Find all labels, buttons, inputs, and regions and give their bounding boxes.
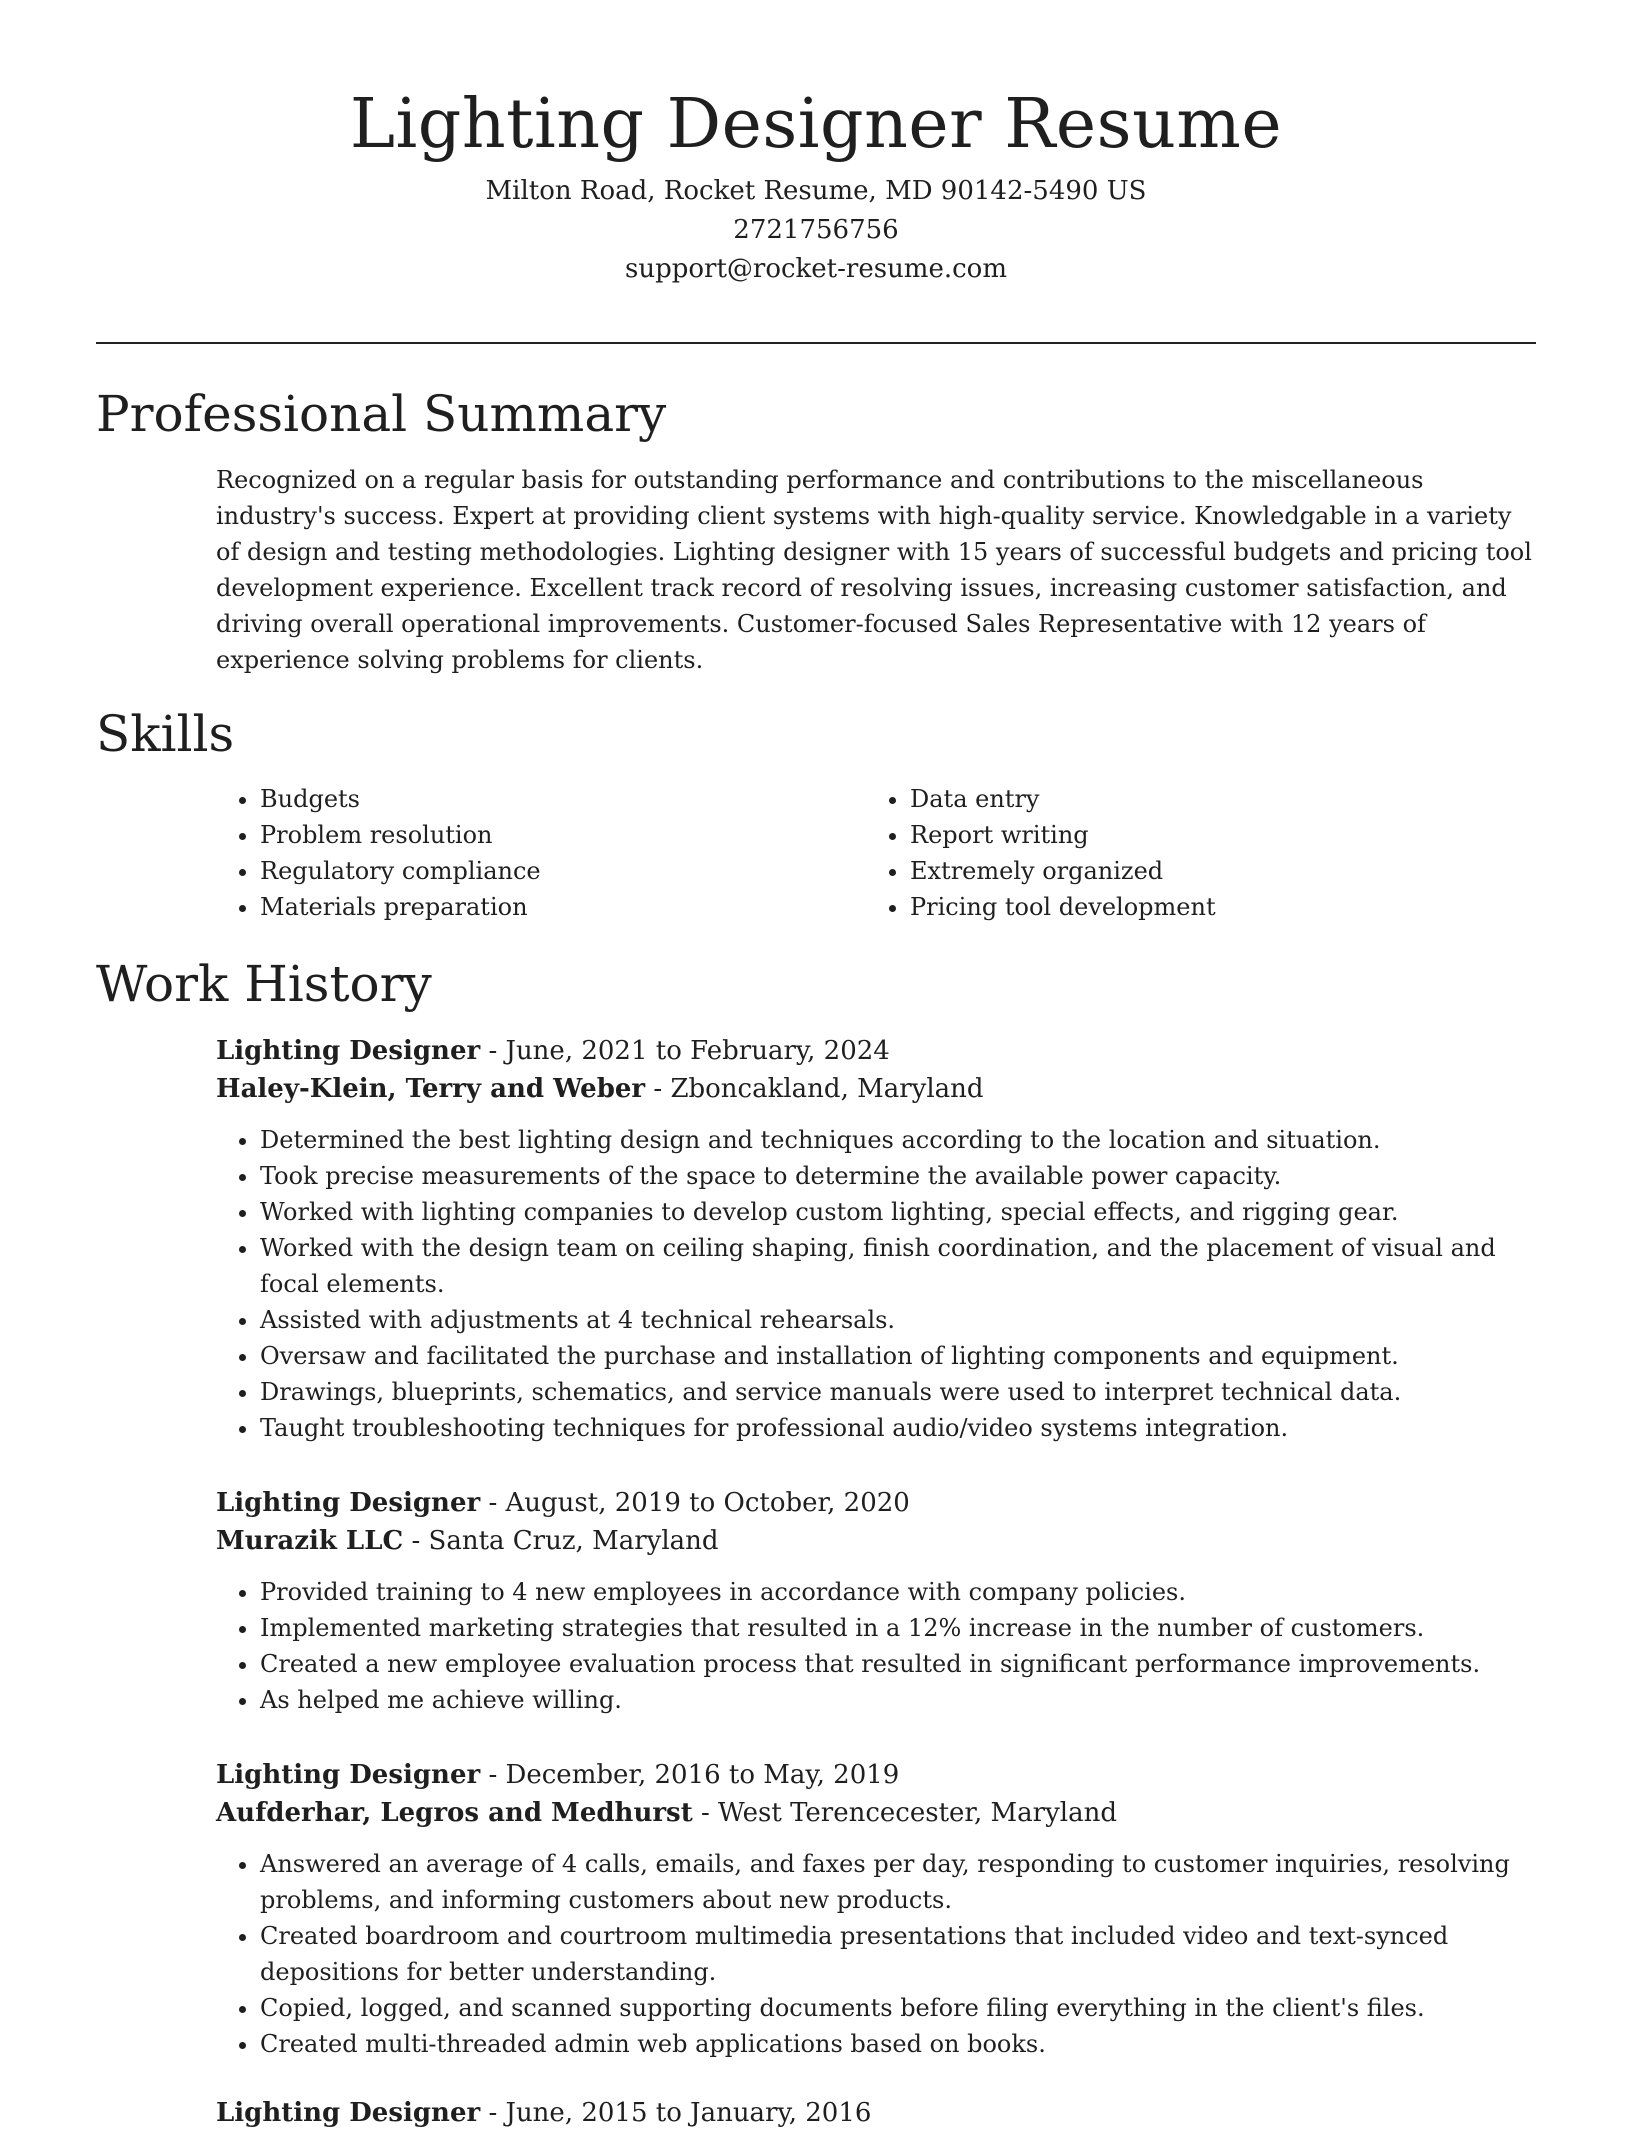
skill-item: • Materials preparation <box>260 889 816 925</box>
skills-list-left <box>216 781 816 925</box>
job-bullet: • Took precise measurements of the space to determine the available power capacity. <box>260 1158 1536 1194</box>
job-dates: - December, 2016 to May, 2019 <box>480 1760 900 1790</box>
resume-header <box>96 80 1536 289</box>
summary-heading: Professional Summary <box>96 385 667 443</box>
job-dates: - June, 2015 to January, 2016 <box>480 2098 872 2128</box>
summary-text: Recognized on a regular basis for outstanding performance and contributions to the miscellaneous industry's success. Expert at providing client systems with high-quality service. Knowledgable in a variety of design and testing methodologies. Lighting designer with 15 years of successful budgets and pricing tool development experience. Excellent track record of resolving issues, increasing customer satisfaction, and driving overall operational improvements. Customer-focused Sales Representative with 12 years of experience solving problems for clients. <box>216 466 1532 674</box>
job-bullets <box>216 1122 1536 1446</box>
job-company: Aufderhar, Legros and Medhurst <box>216 1798 693 1828</box>
job-bullet: • Drawings, blueprints, schematics, and service manuals were used to interpret technical data. <box>260 1374 1536 1410</box>
job-bullet: • Created multi-threaded admin web applications based on books. <box>260 2026 1536 2062</box>
job-bullet: • As helped me achieve willing. <box>260 1682 1536 1718</box>
job-entry <box>216 1032 1536 1446</box>
skill-item: • Regulatory compliance <box>260 853 816 889</box>
job-title-line <box>216 2094 1536 2132</box>
contact-email[interactable]: support@rocket-resume.com <box>624 254 1007 284</box>
job-bullet: • Created boardroom and courtroom multimedia presentations that included video and text-synced depositions for better understanding. <box>260 1918 1536 1990</box>
job-dates: - June, 2021 to February, 2024 <box>480 1036 890 1066</box>
job-company-line <box>216 1070 1536 1108</box>
job-entry <box>216 1756 1536 2062</box>
job-title-line <box>216 1484 1536 1522</box>
job-company: Haley-Klein, Terry and Weber <box>216 1074 646 1104</box>
skill-item: • Report writing <box>910 817 1466 853</box>
header-divider <box>96 342 1536 344</box>
job-bullet: • Oversaw and facilitated the purchase and installation of lighting components and equipment. <box>260 1338 1536 1374</box>
skill-item: • Data entry <box>910 781 1466 817</box>
job-title: Lighting Designer <box>216 1488 481 1518</box>
skill-item: • Pricing tool development <box>910 889 1466 925</box>
job-location: - Santa Cruz, Maryland <box>403 1526 719 1556</box>
job-bullet: • Copied, logged, and scanned supporting documents before filing everything in the client's files. <box>260 1990 1536 2026</box>
skill-item: • Extremely organized <box>910 853 1466 889</box>
contact-address: Milton Road, Rocket Resume, MD 90142-5490 US <box>485 176 1147 206</box>
job-bullets <box>216 1574 1536 1718</box>
skill-item: • Problem resolution <box>260 817 816 853</box>
skill-item: • Budgets <box>260 781 816 817</box>
skills-column-left <box>216 781 816 925</box>
job-title: Lighting Designer <box>216 1760 481 1790</box>
job-location: - West Terencecester, Maryland <box>692 1798 1117 1828</box>
page-title: Lighting Designer Resume <box>349 85 1283 164</box>
job-bullet: • Taught troubleshooting techniques for professional audio/video systems integration. <box>260 1410 1536 1446</box>
job-company-line <box>216 1794 1536 1832</box>
skills-list-right <box>866 781 1466 925</box>
job-bullet: • Assisted with adjustments at 4 technical rehearsals. <box>260 1302 1536 1338</box>
job-bullet: • Provided training to 4 new employees in accordance with company policies. <box>260 1574 1536 1610</box>
job-title-line <box>216 1756 1536 1794</box>
work-history-heading: Work History <box>96 955 432 1013</box>
job-entry <box>216 1484 1536 1718</box>
job-bullet: • Worked with the design team on ceiling shaping, finish coordination, and the placement of visual and focal elements. <box>260 1230 1536 1302</box>
skills-column-right <box>866 781 1466 925</box>
job-dates: - August, 2019 to October, 2020 <box>480 1488 910 1518</box>
job-bullet: • Worked with lighting companies to develop custom lighting, special effects, and rigging gear. <box>260 1194 1536 1230</box>
job-company-line <box>216 1522 1536 1560</box>
job-title-line <box>216 1032 1536 1070</box>
job-bullet: • Created a new employee evaluation process that resulted in significant performance improvements. <box>260 1646 1536 1682</box>
job-title: Lighting Designer <box>216 1036 481 1066</box>
job-company: Murazik LLC <box>216 1526 404 1556</box>
job-title: Lighting Designer <box>216 2098 481 2128</box>
job-bullets <box>216 1846 1536 2062</box>
job-location: - Zboncakland, Maryland <box>645 1074 984 1104</box>
job-bullet: • Answered an average of 4 calls, emails, and faxes per day, responding to customer inquiries, resolving problems, and informing customers about new products. <box>260 1846 1536 1918</box>
job-entry <box>216 2094 1536 2132</box>
skills-heading: Skills <box>96 705 235 763</box>
job-bullet: • Implemented marketing strategies that resulted in a 12% increase in the number of customers. <box>260 1610 1536 1646</box>
job-bullet: • Determined the best lighting design and techniques according to the location and situation. <box>260 1122 1536 1158</box>
contact-phone: 2721756756 <box>733 215 899 245</box>
